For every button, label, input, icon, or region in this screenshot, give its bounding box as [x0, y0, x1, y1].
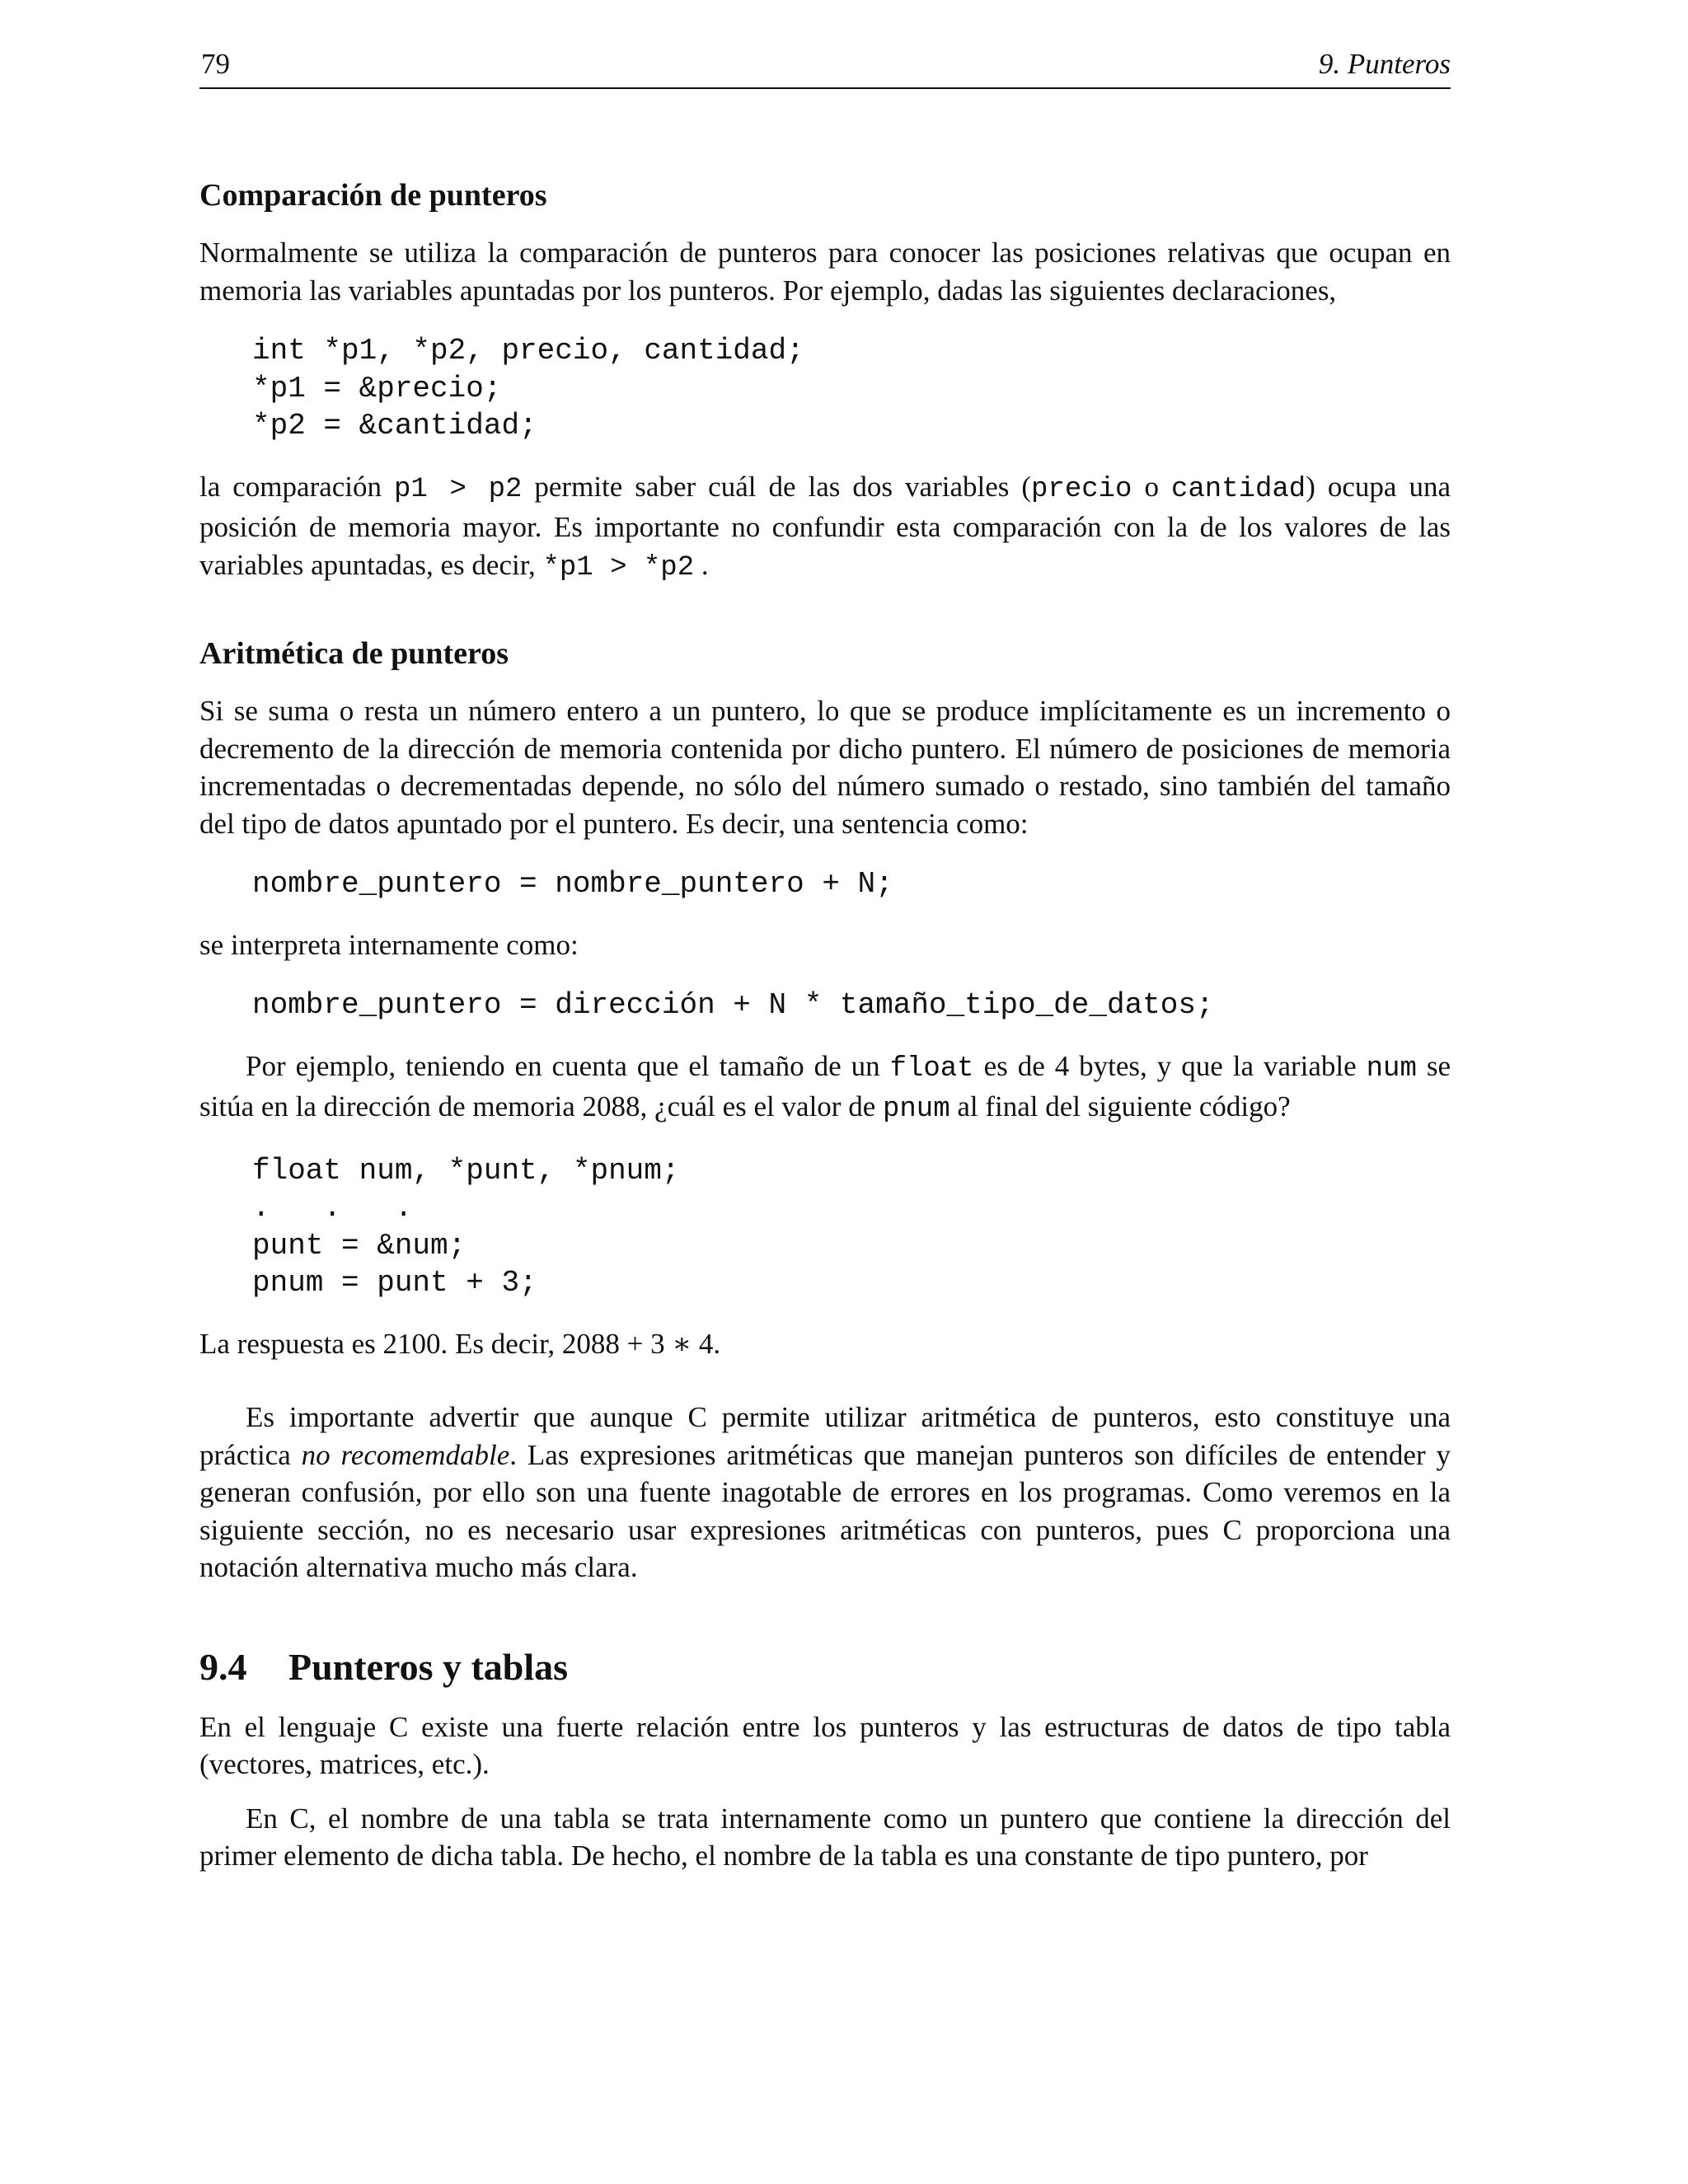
- section-title-text: Punteros y tablas: [288, 1645, 569, 1688]
- text-run: al final del siguiente código?: [950, 1090, 1291, 1122]
- code-block: int *p1, *p2, precio, cantidad; *p1 = &precio; *p2 = &cantidad;: [252, 334, 804, 443]
- text-run: Por ejemplo, teniendo en cuenta que el tamaño de un: [246, 1049, 890, 1082]
- section-title: [199, 1644, 1451, 1690]
- paragraph: Si se suma o resta un número entero a un puntero, lo que se produce implícitamente es un incremento o decremento de la dirección de memoria contenida por dicho puntero. El número de posiciones de memoria incrementadas o decrementadas depende, no sólo del número sumado o restado, sino también del tamaño del tipo de datos apuntado por el puntero. Es decir, una sentencia como:: [199, 695, 1451, 840]
- section-number: 9.4: [199, 1645, 247, 1688]
- text-run: o: [1132, 470, 1171, 503]
- text-run: es de 4 bytes, y que la variable: [973, 1049, 1367, 1082]
- paragraph: [199, 1399, 1451, 1586]
- inline-code: num: [1366, 1052, 1417, 1085]
- text-run: la comparación: [199, 470, 395, 503]
- paragraph: [199, 468, 1451, 588]
- emphasis: no recomemdable: [301, 1438, 510, 1471]
- inline-code: p1 > p2: [394, 473, 523, 505]
- paragraph: En el lenguaje C existe una fuerte relación entre los punteros y las estructuras de datos de tipo tabla (vectores, matrices, etc.).: [199, 1710, 1451, 1780]
- paragraph: Normalmente se utiliza la comparación de punteros para conocer las posiciones relativas que ocupan en memoria las variables apuntadas por los punteros. Por ejemplo, dadas las siguientes declaraciones,: [199, 237, 1451, 307]
- code-block: float num, *punt, *pnum; . . . punt = &num; pnum = punt + 3;: [252, 1153, 680, 1300]
- text-run: .: [694, 548, 709, 581]
- inline-code: *p1 > *p2: [542, 551, 695, 583]
- page-content: [199, 175, 1451, 1875]
- inline-code: pnum: [882, 1094, 950, 1125]
- text-run: se sitúa en la dirección de memoria 2088, ¿cuál es el valor de: [199, 1049, 1451, 1122]
- paragraph: se interpreta internamente como:: [199, 928, 579, 961]
- running-header: [199, 46, 1451, 89]
- inline-code: cantidad: [1170, 473, 1306, 505]
- text-run: . Las expresiones aritméticas que manejan punteros son difíciles de entender y generan confusión, por ello son una fuente inagotable de errores en los programas. Como veremos en la siguiente sección, no es necesario usar expresiones aritméticas con punteros, pues C proporciona una notación alternativa mucho más clara.: [199, 1438, 1451, 1583]
- subsection-title-aritmetica: Aritmética de punteros: [199, 636, 509, 671]
- inline-code: precio: [1031, 473, 1132, 505]
- subsection-title-comparacion: Comparación de punteros: [199, 178, 547, 213]
- paragraph: [199, 1047, 1451, 1129]
- text-run: Es importante advertir que aunque C permite utilizar aritmética de punteros, esto constituye una práctica: [199, 1401, 1451, 1471]
- page-number: 79: [201, 48, 230, 80]
- chapter-title: 9. Punteros: [1318, 48, 1451, 80]
- paragraph: La respuesta es 2100. Es decir, 2088 + 3 ∗ 4.: [199, 1327, 721, 1360]
- inline-code: float: [889, 1052, 974, 1085]
- text-run: ) ocupa una posición de memoria mayor. Es importante no confundir esta comparación con la de los valores de las variables apuntadas, es decir,: [199, 470, 1451, 581]
- text-run: permite saber cuál de las dos variables (: [522, 470, 1032, 503]
- code-block: nombre_puntero = dirección + N * tamaño_tipo_de_datos;: [252, 988, 1214, 1022]
- paragraph: En C, el nombre de una tabla se trata internamente como un puntero que contiene la dirección del primer elemento de dicha tabla. De hecho, el nombre de la tabla es una constante de tipo puntero, por: [199, 1802, 1451, 1872]
- code-block: nombre_puntero = nombre_puntero + N;: [252, 867, 893, 901]
